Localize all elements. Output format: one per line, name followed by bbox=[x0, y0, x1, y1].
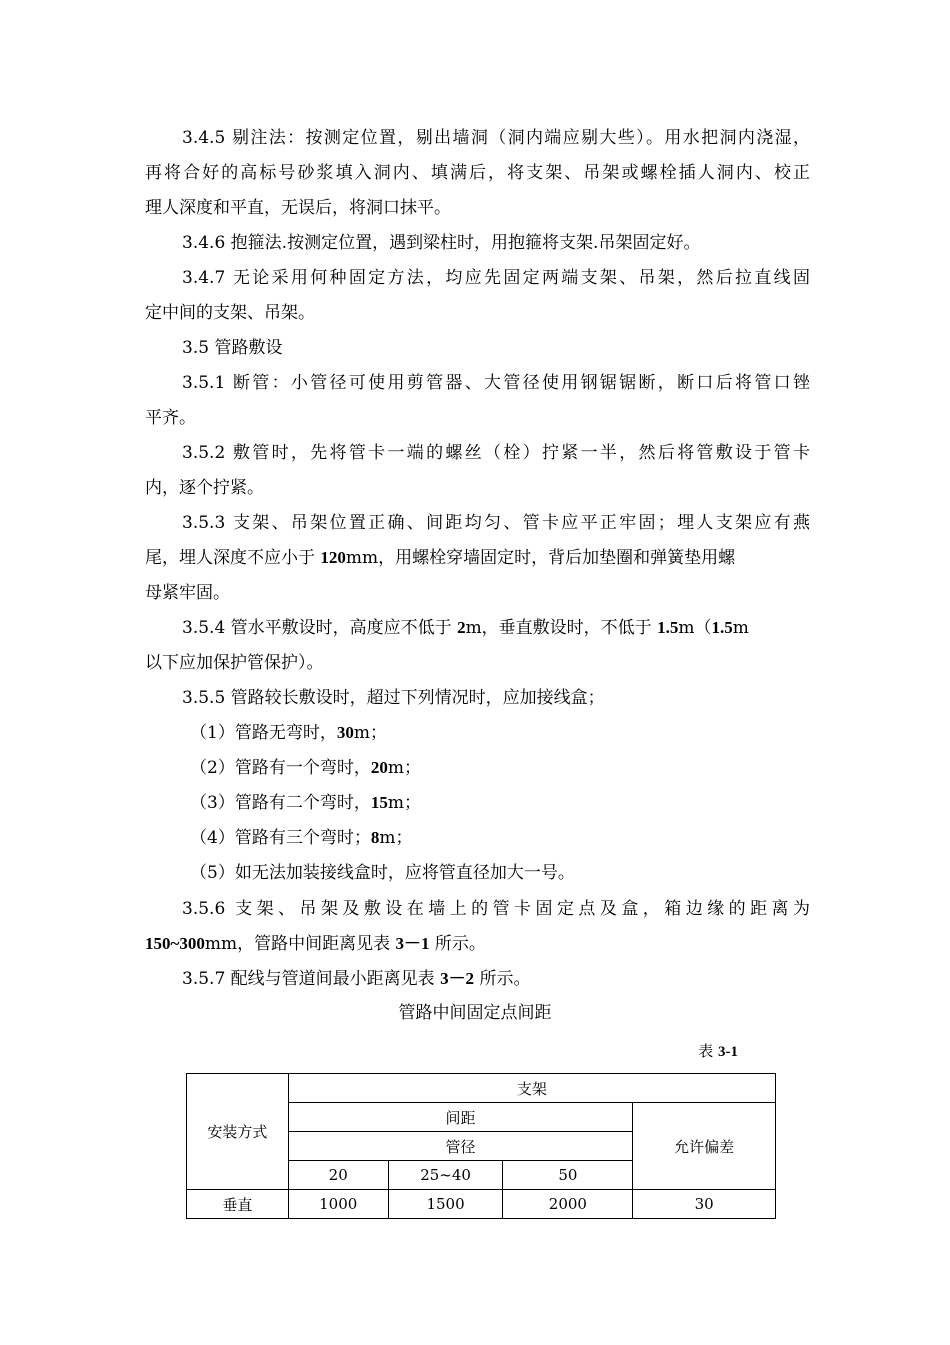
list-item-4 bbox=[190, 828, 855, 848]
bold-value: 1.5 bbox=[711, 618, 733, 637]
text-run: m bbox=[732, 618, 749, 638]
para-3-5-2-line2: 内，逐个拧紧。 bbox=[145, 478, 264, 498]
para-3-5-3-line1: 3.5.3 支架、吊架位置正确、间距均匀、管卡应平正牢固；埋人支架应有燕 bbox=[182, 513, 810, 533]
header-support: 支架 bbox=[288, 1074, 775, 1103]
text-run: mm，管路中间距离见表 bbox=[204, 934, 396, 954]
bold-value: 8 bbox=[370, 828, 380, 847]
bold-value: 120 bbox=[320, 548, 346, 567]
header-install-method: 安装方式 bbox=[187, 1074, 289, 1190]
text-run: 3.5.4 管水平敷设时，高度应不低于 bbox=[182, 618, 458, 638]
para-3-5-1-line1: 3.5.1 断管：小管径可使用剪管器、大管径使用钢锯锯断，断口后将管口锉 bbox=[182, 373, 810, 393]
para-3-4-6: 3.4.6 抱箍法.按测定位置，遇到梁柱时，用抱箍将支架.吊架固定好。 bbox=[182, 233, 701, 253]
para-3-5-4-line2: 以下应加保护管保护）。 bbox=[145, 653, 324, 673]
bold-value: 1.5 bbox=[657, 618, 679, 637]
para-3-5-3-line2 bbox=[145, 548, 810, 568]
cell-value: 1500 bbox=[388, 1190, 503, 1219]
bold-value: 2 bbox=[457, 618, 466, 637]
header-size-25-40: 25~40 bbox=[388, 1161, 503, 1190]
bold-value: 150~300 bbox=[145, 934, 205, 953]
cell-tolerance: 30 bbox=[633, 1190, 776, 1219]
text-run: 所示。 bbox=[429, 934, 486, 954]
para-3-5-6-line2 bbox=[145, 934, 810, 954]
text-run: （2）管路有一个弯时， bbox=[190, 758, 371, 778]
table-number bbox=[698, 1041, 738, 1062]
text-run: 所示。 bbox=[474, 969, 531, 989]
para-3-5-1-line2: 平齐。 bbox=[145, 408, 196, 428]
header-tolerance: 允许偏差 bbox=[633, 1103, 776, 1190]
text-run: 3.5.7 配线与管道间最小距离见表 bbox=[182, 969, 441, 989]
para-3-4-7-line2: 定中间的支架、吊架。 bbox=[145, 303, 315, 323]
para-3-5-7 bbox=[182, 969, 847, 989]
text-run: （3）管路有二个弯时， bbox=[190, 793, 371, 813]
text-run: m； bbox=[387, 758, 421, 778]
header-size-50: 50 bbox=[503, 1161, 633, 1190]
text-run: mm，用螺栓穿墙固定时，背后加垫圈和弹簧垫用螺 bbox=[345, 548, 736, 568]
bold-value: 3－2 bbox=[440, 969, 475, 988]
bold-value: 15 bbox=[370, 793, 388, 812]
text-run: （4）管路有三个弯时； bbox=[190, 828, 371, 848]
bold-value: 30 bbox=[336, 723, 354, 742]
bold-value: 20 bbox=[370, 758, 388, 777]
text-run: m； bbox=[379, 828, 413, 848]
row-label: 垂直 bbox=[187, 1190, 289, 1219]
text-run: m； bbox=[387, 793, 421, 813]
text-run: m（ bbox=[678, 618, 712, 638]
table-row bbox=[187, 1190, 776, 1219]
list-item-3 bbox=[190, 793, 855, 813]
table-number-prefix: 表 bbox=[698, 1042, 718, 1060]
cell-value: 1000 bbox=[288, 1190, 388, 1219]
list-item-2 bbox=[190, 758, 855, 778]
list-item-1 bbox=[190, 723, 855, 743]
para-3-5-6-line1: 3.5.6 支架、吊架及敷设在墙上的管卡固定点及盒，箱边缘的距离为 bbox=[182, 899, 810, 919]
table-title: 管路中间固定点间距 bbox=[398, 1003, 552, 1023]
para-3-5-2-line1: 3.5.2 敷管时，先将管卡一端的螺丝（栓）拧紧一半，然后将管敷设于管卡 bbox=[182, 443, 810, 463]
list-item-5: （5）如无法加装接线盒时，应将管直径加大一号。 bbox=[190, 863, 575, 883]
table-number-value: 3-1 bbox=[718, 1044, 738, 1060]
para-3-5-5: 3.5.5 管路较长敷设时，超过下列情况时，应加接线盒； bbox=[182, 688, 605, 708]
header-spacing: 间距 bbox=[288, 1103, 632, 1132]
para-3-5-4-line1 bbox=[182, 618, 847, 638]
para-3-4-5-line1: 3.4.5 剔注法：按测定位置，剔出墙洞（洞内端应剔大些）。用水把洞内浇湿， bbox=[182, 128, 810, 148]
para-3-4-7-line1: 3.4.7 无论采用何种固定方法，均应先固定两端支架、吊架，然后拉直线固 bbox=[182, 268, 810, 288]
para-3-4-5-line2: 再将合好的高标号砂浆填入洞内、填满后，将支架、吊架或螺栓插人洞内、校正 bbox=[145, 163, 810, 183]
text-run: 尾，埋人深度不应小于 bbox=[145, 548, 321, 568]
text-run: （1）管路无弯时， bbox=[190, 723, 337, 743]
para-3-4-5-line3: 理人深度和平直，无误后，将洞口抹平。 bbox=[145, 198, 451, 218]
bold-value: 3－1 bbox=[395, 934, 430, 953]
cell-value: 2000 bbox=[503, 1190, 633, 1219]
header-size-20: 20 bbox=[288, 1161, 388, 1190]
text-run: m，垂直敷设时，不低于 bbox=[465, 618, 658, 638]
section-heading-3-5: 3.5 管路敷设 bbox=[182, 338, 283, 358]
spacing-table bbox=[186, 1073, 776, 1219]
para-3-5-3-line3: 母紧牢固。 bbox=[145, 583, 230, 603]
text-run: m； bbox=[353, 723, 387, 743]
header-diameter: 管径 bbox=[288, 1132, 632, 1161]
